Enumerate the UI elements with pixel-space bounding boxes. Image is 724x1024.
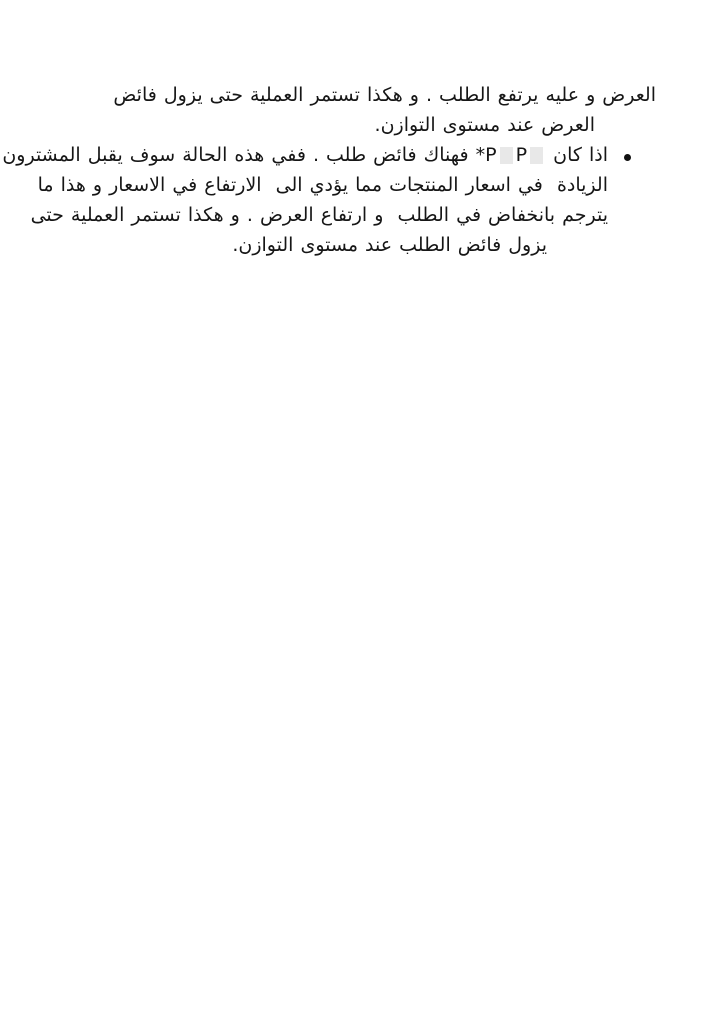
bullet-marker bbox=[624, 154, 631, 161]
bullet-item-line-4: يزول فائض الطلب عند مستوى التوازن. bbox=[232, 234, 547, 256]
bullet-item-line-3: يترجم بانخفاض في الطلب و ارتفاع العرض . و هكذا تستمر العملية حتى bbox=[30, 204, 608, 226]
bullet-line1-text-rest: P* فهناك فائض طلب . ففي هذه الحالة سوف يقبل المشترون bbox=[2, 144, 528, 166]
bullet-item-line-2: الزيادة في اسعار المنتجات مما يؤدي الى الارتفاع في الاسعار و هذا ما bbox=[37, 174, 608, 196]
para1-line-1: العرض و عليه يرتفع الطلب . و هكذا تستمر العملية حتى يزول فائض bbox=[113, 84, 656, 106]
bullet-item-line-1 bbox=[2, 144, 608, 166]
equation-gap-placeholder bbox=[500, 147, 513, 164]
bullet-line1-text-prefix: اذا كان bbox=[546, 144, 608, 166]
price-symbol-p: P bbox=[485, 144, 497, 166]
para1-line-2: العرض عند مستوى التوازن. bbox=[374, 114, 595, 136]
equation-gap-placeholder bbox=[530, 147, 543, 164]
